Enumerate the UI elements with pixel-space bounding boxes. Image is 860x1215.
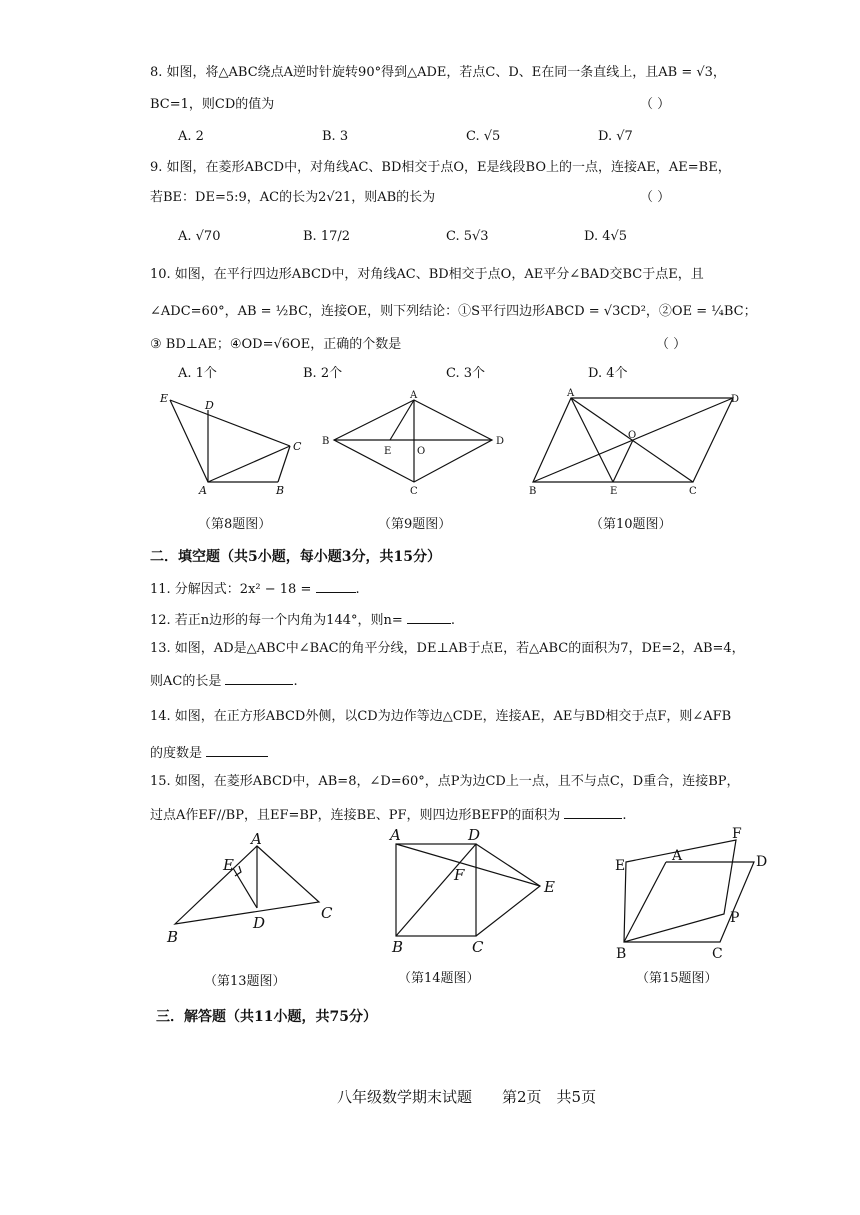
f10-label-d: D xyxy=(731,394,740,405)
caption-figure-9: （第9题图） xyxy=(378,517,452,532)
q15-answer-blank xyxy=(564,806,622,819)
q9-bracket: （ ） xyxy=(640,190,671,205)
q10-line3: ③ BD⊥AE；④OD=√6OE，正确的个数是 xyxy=(150,337,402,352)
q12-answer-blank xyxy=(407,611,451,624)
q9-line1: 9. 如图，在菱形ABCD中，对角线AC、BD相交于点O，E是线段BO上的一点，连接AE，AE=BE， xyxy=(150,160,731,175)
f8-label-b: B xyxy=(276,484,285,497)
f9-label-e: E xyxy=(384,446,392,457)
figure-8 xyxy=(150,390,310,500)
f9-label-o: O xyxy=(417,446,426,457)
q9-option-d: D. 4√5 xyxy=(584,229,628,244)
f13-label-e: E xyxy=(223,856,234,874)
caption-figure-13: （第13题图） xyxy=(204,974,286,989)
f13-label-a: A xyxy=(251,830,262,848)
f13-label-c: C xyxy=(321,904,333,922)
f15-label-b: B xyxy=(616,946,627,962)
q11-text: 11. 分解因式：2x² − 18 = xyxy=(150,582,312,597)
f14-label-f: F xyxy=(454,866,465,884)
q14-answer-blank xyxy=(206,744,268,757)
q8-line2: BC=1，则CD的值为 xyxy=(150,97,275,112)
f15-label-c: C xyxy=(712,946,723,962)
f8-label-c: C xyxy=(293,440,302,453)
figure-15 xyxy=(612,826,787,961)
f14-label-b: B xyxy=(392,938,404,956)
q11-answer-blank xyxy=(316,580,356,593)
f9-label-b: B xyxy=(322,436,330,447)
caption-figure-14: （第14题图） xyxy=(398,971,480,986)
q12-text: 12. 若正n边形的每一个内角为144°，则n= xyxy=(150,613,403,628)
f9-label-a: A xyxy=(410,390,418,401)
section-2-heading: 二．填空题（共5小题，每小题3分，共15分） xyxy=(150,549,441,565)
page-footer: 八年级数学期末试题 第2页 共5页 xyxy=(337,1088,597,1106)
section-3-heading: 三．解答题（共11小题，共75分） xyxy=(156,1009,377,1025)
q15-line2-wrap: 过点A作EF//BP，且EF=BP，连接BE、PF，则四边形BEFP的面积为 . xyxy=(150,808,627,823)
q9-line2: 若BE：DE=5:9，AC的长为2√21，则AB的长为 xyxy=(150,190,436,205)
f10-label-c: C xyxy=(689,486,697,497)
f15-label-p: P xyxy=(730,910,740,926)
q9-option-a: A. √70 xyxy=(178,229,221,244)
q8-option-c: C. √5 xyxy=(466,129,501,144)
q9-option-b: B. 17/2 xyxy=(303,229,351,244)
f14-label-d: D xyxy=(468,826,481,844)
f8-label-a: A xyxy=(199,484,207,497)
q12-stem: 12. 若正n边形的每一个内角为144°，则n= . xyxy=(150,613,456,628)
f15-label-f: F xyxy=(732,826,742,842)
q8-option-a: A. 2 xyxy=(178,129,204,144)
q13-line1: 13. 如图，AD是△ABC中∠BAC的角平分线，DE⊥AB于点E，若△ABC的面积为7，DE=2，AB=4， xyxy=(150,641,745,656)
f9-label-d: D xyxy=(496,436,505,447)
q10-option-c: C. 3个 xyxy=(446,366,486,381)
caption-figure-15: （第15题图） xyxy=(636,971,718,986)
f14-label-a: A xyxy=(390,826,401,844)
q11-stem: 11. 分解因式：2x² − 18 = . xyxy=(150,582,360,597)
f15-label-e: E xyxy=(615,858,626,874)
q10-option-d: D. 4个 xyxy=(588,366,628,381)
q8-option-b: B. 3 xyxy=(322,129,349,144)
f13-label-b: B xyxy=(167,928,179,946)
q10-option-a: A. 1个 xyxy=(178,366,217,381)
f9-label-c: C xyxy=(410,486,418,497)
q15-line2: 过点A作EF//BP，且EF=BP，连接BE、PF，则四边形BEFP的面积为 xyxy=(150,808,561,823)
q10-option-b: B. 2个 xyxy=(303,366,343,381)
caption-figure-10: （第10题图） xyxy=(590,517,672,532)
q14-line2: 的度数是 xyxy=(150,746,203,761)
figure-10 xyxy=(525,388,745,500)
q10-line1: 10. 如图，在平行四边形ABCD中，对角线AC、BD相交于点O，AE平分∠BAD交BC于点E，且 xyxy=(150,267,704,282)
q13-answer-blank xyxy=(225,672,293,685)
f10-label-o: O xyxy=(628,430,637,441)
f13-label-d: D xyxy=(253,914,266,932)
f14-label-e: E xyxy=(544,878,555,896)
f15-label-a: A xyxy=(672,848,683,864)
f10-label-e: E xyxy=(610,486,618,497)
q13-line2: 则AC的长是 xyxy=(150,674,222,689)
q14-line1: 14. 如图，在正方形ABCD外侧，以CD为边作等边△CDE，连接AE，AE与BD相交于点F，则∠AFB xyxy=(150,709,732,724)
figure-9 xyxy=(318,388,508,500)
q13-line2-wrap: 则AC的长是 . xyxy=(150,674,298,689)
q10-bracket: （ ） xyxy=(656,337,687,352)
q8-option-d: D. √7 xyxy=(598,129,633,144)
q15-line1: 15. 如图，在菱形ABCD中，AB=8，∠D=60°，点P为边CD上一点，且不与点C，D重合，连接BP， xyxy=(150,774,740,789)
f15-label-d: D xyxy=(756,854,768,870)
f10-label-b: B xyxy=(529,486,537,497)
f8-label-d: D xyxy=(205,399,214,412)
f14-label-c: C xyxy=(472,938,484,956)
figure-14 xyxy=(388,826,563,956)
q9-option-c: C. 5√3 xyxy=(446,229,489,244)
q8-line1: 8. 如图，将△ABC绕点A逆时针旋转90°得到△ADE，若点C、D、E在同一条直线上，且AB = √3， xyxy=(150,65,726,80)
f10-label-a: A xyxy=(567,388,575,399)
figure-13 xyxy=(165,832,345,947)
q8-bracket: （ ） xyxy=(640,97,671,112)
q14-line2-wrap xyxy=(150,744,268,761)
f8-label-e: E xyxy=(160,392,169,405)
q10-line2: ∠ADC=60°，AB = ½BC，连接OE，则下列结论：①S平行四边形ABCD = √3CD²，②OE = ¼BC； xyxy=(150,304,757,319)
caption-figure-8: （第8题图） xyxy=(198,517,272,532)
